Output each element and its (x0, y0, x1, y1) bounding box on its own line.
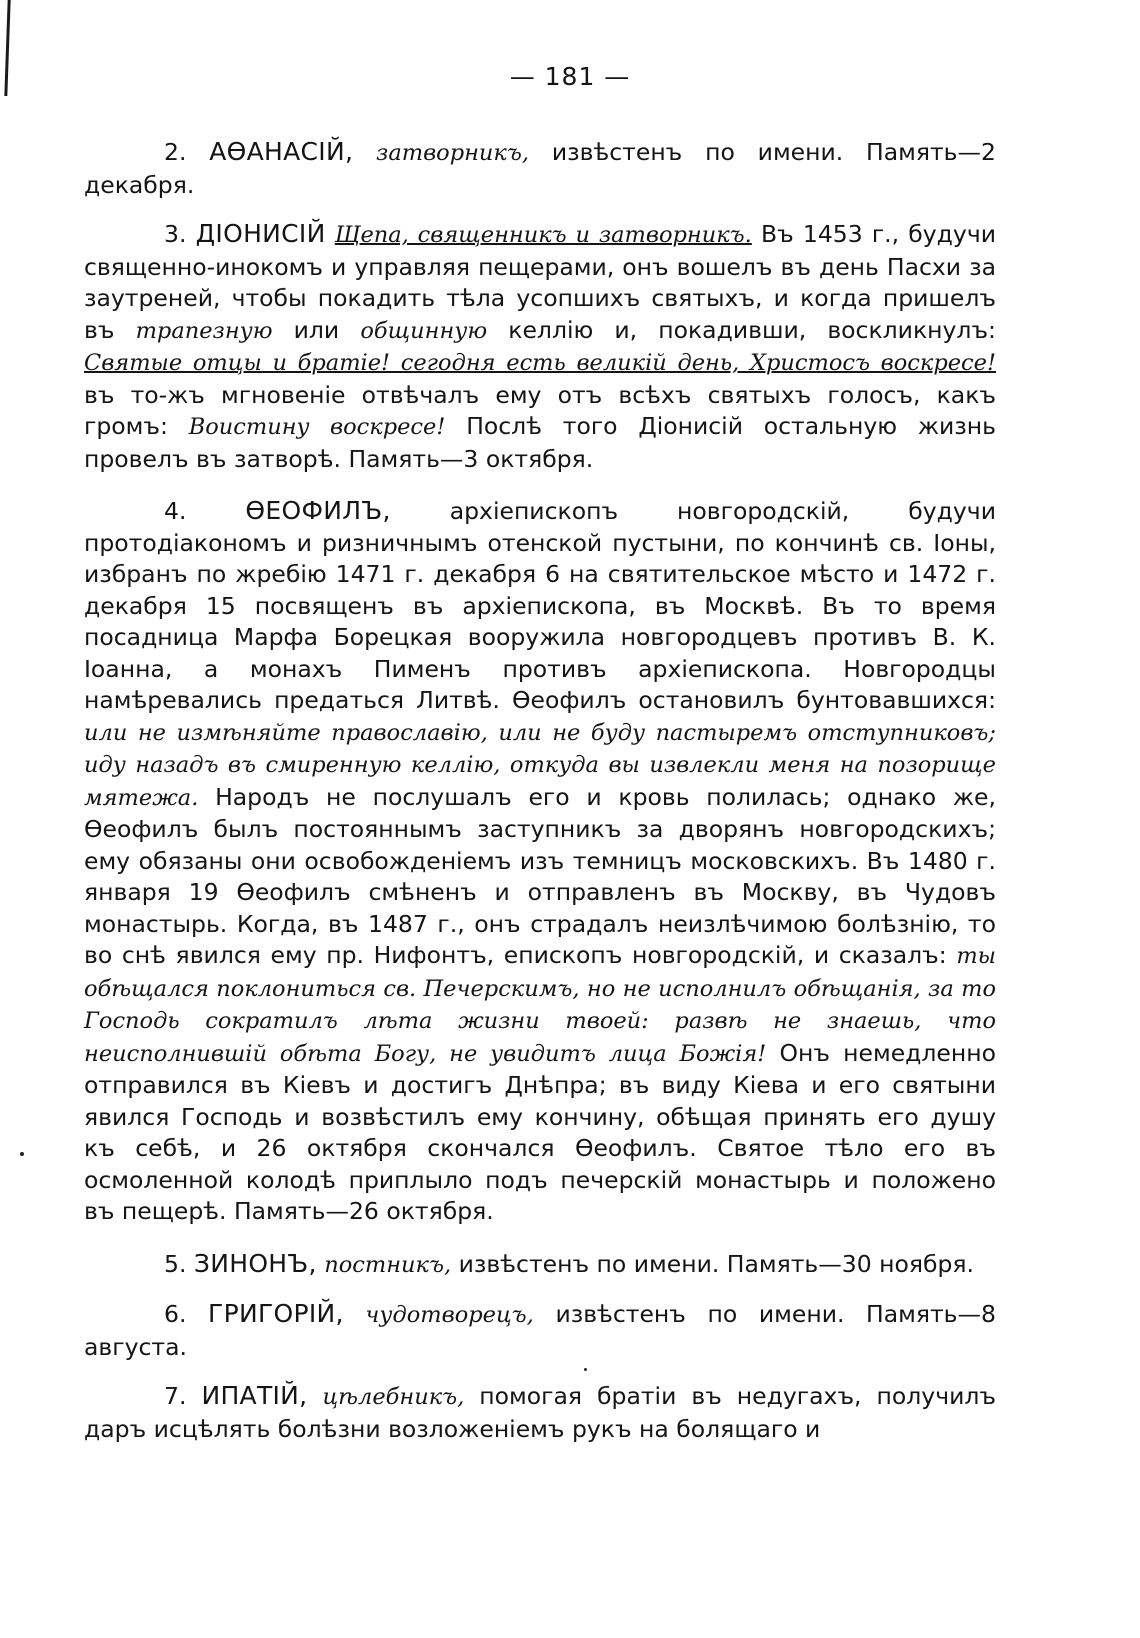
entry-title: затворникъ, (376, 140, 530, 166)
scan-speck (20, 1152, 24, 1156)
entry-text: архіепископъ новгородскій, будучи протодіакономъ и ризничнымъ отенской пустыни, по кончинѣ св. Іоны, избранъ по жребію 1471 г. декабря 6 на святительское мѣсто и 1472 г. декабря 15 посвященъ въ архіепископа, въ Москвѣ. Въ то время посадница Марфа Борецкая вооружила новгородцевъ противъ В. К. Іоанна, а монахъ Пименъ противъ архіепископа. Новгородцы намѣревались предаться Литвѣ. Ѳеофилъ остановилъ бунтовавшихся: (84, 497, 996, 714)
entry-quote: ты обѣщался поклониться св. Печерскимъ, но не исполнилъ обѣщанія, за то Господь сократилъ лѣта жизни твоей: развѣ не знаешь, что неисполнившій обѣта Богу, не увидитъ лица Божія! (84, 943, 996, 1067)
entry-name: ЗИНОНЪ, (193, 1248, 317, 1278)
entry-name: ѲЕОФИЛЪ, (245, 496, 391, 525)
entry-athanasius (84, 136, 996, 201)
entry-italic: трапезную (135, 317, 273, 344)
entry-text: извѣстенъ по имени. Память—2 декабря. (84, 138, 996, 199)
page-body (84, 136, 996, 1462)
entry-text: извѣстенъ по имени. Память—8 августа. (84, 1300, 996, 1361)
entry-theophilus (84, 495, 996, 1228)
entry-number: 7. (164, 1382, 187, 1410)
entry-number: 6. (164, 1300, 187, 1328)
entry-text: извѣстенъ по имени. Память—30 ноября. (458, 1249, 975, 1278)
entry-quote: или не измѣняйте православію, или не буду пастыремъ отступниковъ; иду назадъ въ смиренную келлію, откуда вы извлекли меня на позорище мятежа. (84, 719, 996, 811)
entry-title: постникъ, (324, 1251, 452, 1278)
entry-quote: Воистину воскресе! (188, 414, 446, 440)
entry-title: чудотворецъ, (365, 1302, 534, 1328)
entry-text: въ то-жъ мгновеніе отвѣчалъ ему отъ всѣхъ святыхъ голосъ, какъ громъ: (84, 380, 996, 440)
entry-dionysius (84, 218, 996, 475)
entry-hypatius (84, 1380, 996, 1445)
entry-number: 4. (164, 497, 187, 525)
entry-number: 5. (164, 1249, 187, 1278)
entry-name: ИПАТІЙ, (201, 1381, 308, 1410)
entry-title: цѣлебникъ, (322, 1384, 465, 1410)
entry-text: келлію и, покадивши, воскликнулъ: (508, 315, 996, 344)
entry-name: ДІОНИСІЙ (195, 219, 326, 248)
page-number: — 181 — (509, 62, 631, 91)
entry-text: Онъ немедленно отправился въ Кіевъ и достигъ Днѣпра; въ виду Кіева и его святыни явился Господь и возвѣстилъ ему кончину, обѣщая принять его душу къ себѣ, и 26 октября скончался Ѳеофилъ. Святое тѣло его въ осмоленной колодѣ приплыло подъ печерскій монастырь и положено въ пещерѣ. Память—26 октября. (84, 1038, 996, 1225)
entry-text: Въ 1453 г., будучи священно-инокомъ и управляя пещерами, онъ вошелъ въ день Пасхи за заутреней, чтобы покадить тѣла усопшихъ святыхъ, и когда пришелъ въ (84, 220, 996, 344)
entry-text: или (293, 315, 340, 344)
scan-speck (584, 1368, 587, 1371)
entry-number: 3. (164, 220, 187, 248)
entry-text: Народъ не послушалъ его и кровь полилась; однако же, Ѳеофилъ былъ постояннымъ заступникъ за дворянъ новгородскихъ; ему обязаны они освобожденіемъ изъ темницъ московскихъ. Въ 1480 г. января 19 Ѳеофилъ смѣненъ и отправленъ въ Москву, въ Чудовъ монастырь. Когда, въ 1487 г., онъ страдалъ неизлѣчимою болѣзнію, то во снѣ явился ему пр. Нифонтъ, епископъ новгородскій, и сказалъ: (84, 782, 996, 969)
entry-italic: общинную (360, 317, 488, 344)
entry-title: Щепа, священникъ и затворникъ. (334, 222, 752, 248)
entry-zinon (84, 1248, 996, 1282)
entry-quote: Святые отцы и братіе! сегодня есть великій день, Христосъ воскресе! (84, 350, 996, 376)
entry-number: 2. (164, 138, 187, 166)
entry-text: Послѣ того Діонисій остальную жизнь провелъ въ затворѣ. Память—3 октября. (84, 412, 996, 473)
entry-gregory (84, 1298, 996, 1363)
entry-name: АѲАНАСІЙ, (209, 137, 354, 166)
entry-text: помогая братіи въ недугахъ, получилъ даръ исцѣлять болѣзни возложеніемъ рукъ на болящаго и (84, 1382, 996, 1443)
entry-name: ГРИГОРІЙ, (208, 1299, 344, 1328)
